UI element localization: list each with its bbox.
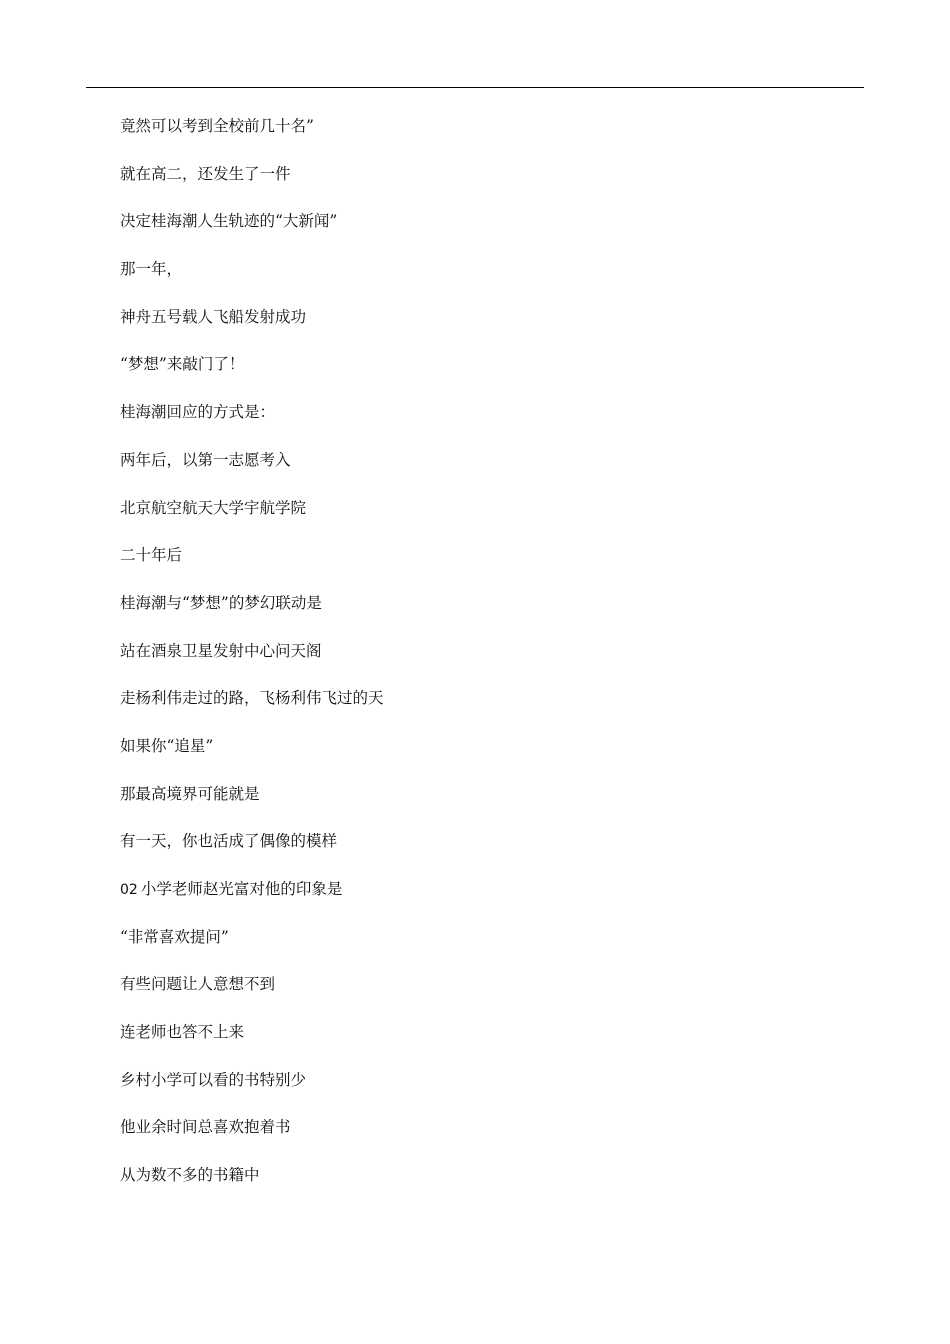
text-line: 竟然可以考到全校前几十名” xyxy=(120,117,314,135)
text-line: 桂海潮与“梦想”的梦幻联动是 xyxy=(120,593,322,612)
text-line: 两年后，以第一志愿考入 xyxy=(120,450,291,469)
text-line: “梦想”来敲门了！ xyxy=(120,355,245,374)
text-line: 就在高二，还发生了一件 xyxy=(120,164,291,183)
text-line: 那最高境界可能就是 xyxy=(120,784,260,803)
text-line: 站在酒泉卫星发射中心问天阁 xyxy=(120,641,322,660)
text-line: 他业余时间总喜欢抱着书 xyxy=(120,1118,291,1137)
text-line: 决定桂海潮人生轨迹的“大新闻” xyxy=(120,212,338,231)
text-line: 乡村小学可以看的书特别少 xyxy=(120,1070,307,1089)
section-heading xyxy=(120,877,860,925)
section-text: 小学老师赵光富对他的印象是 xyxy=(140,880,343,898)
section-number: 02 xyxy=(120,882,138,898)
text-line: 神舟五号载人飞船发射成功 xyxy=(120,307,307,326)
text-line: 如果你“追星” xyxy=(120,736,214,755)
text-line: 桂海潮回应的方式是： xyxy=(120,403,276,422)
text-line: 二十年后 xyxy=(120,546,183,565)
text-line: “非常喜欢提问” xyxy=(120,927,229,946)
text-line: 北京航空航天大学宇航学院 xyxy=(120,498,307,517)
document-body xyxy=(120,114,860,1211)
text-line: 从为数不多的书籍中 xyxy=(120,1166,260,1185)
text-line: 有一天，你也活成了偶像的模样 xyxy=(120,832,338,851)
header-rule xyxy=(86,87,864,88)
text-line: 连老师也答不上来 xyxy=(120,1023,245,1042)
text-line: 有些问题让人意想不到 xyxy=(120,975,276,994)
text-line: 那一年， xyxy=(120,260,183,279)
text-line: 走杨利伟走过的路，飞杨利伟飞过的天 xyxy=(120,689,384,708)
